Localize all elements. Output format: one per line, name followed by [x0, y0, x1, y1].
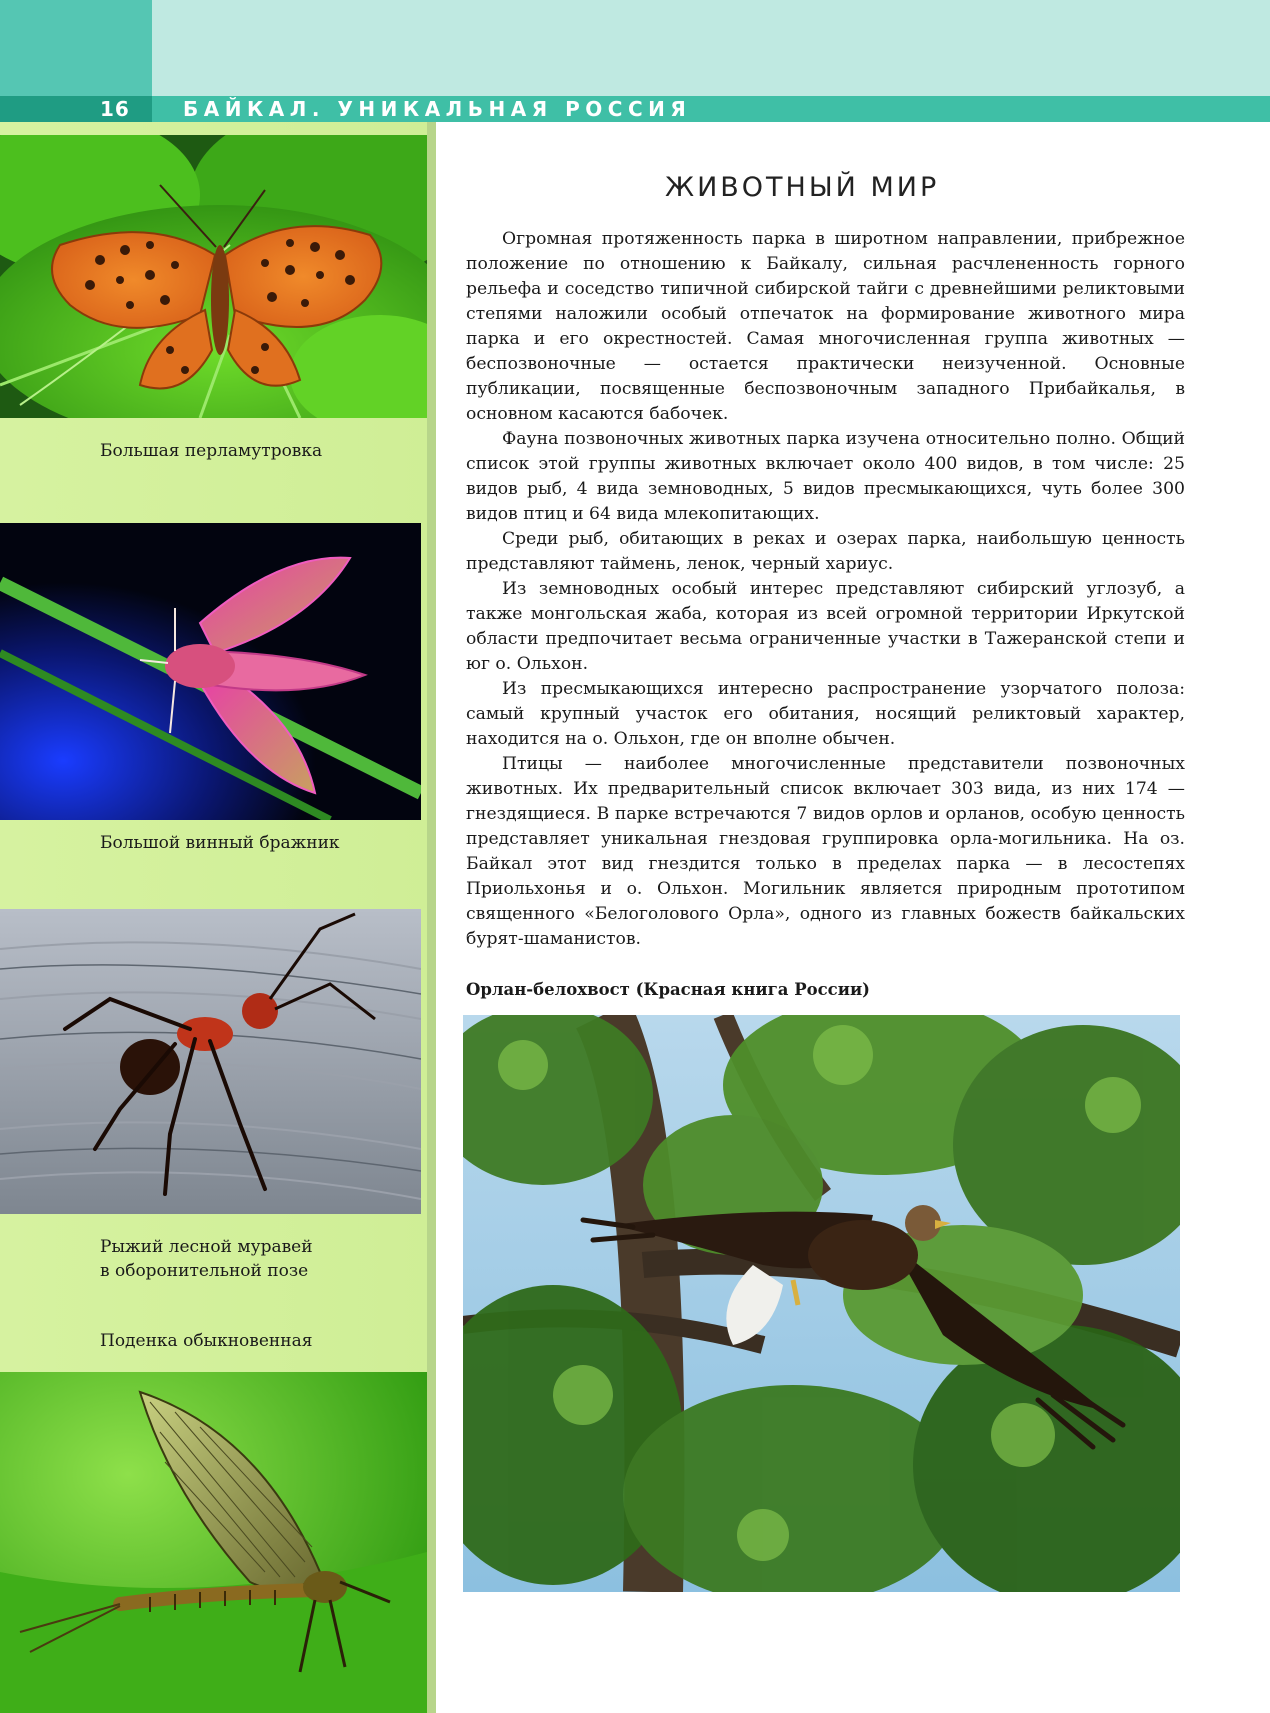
- header-accent-block: [0, 0, 152, 96]
- page-number: 16: [100, 97, 130, 121]
- paragraph-1: Огромная протяженность парка в широтном направлении, прибрежное положение по отношению к Байкалу, сильная расчлененность горного рельефа и соседство типичной сибирской тайги с древнейшими реликтовыми степями наложили особый отпечаток на формирование животного мира парка и его окрестностей. Самая многочисленная группа животных — беспозвоночные — остается практически неизученной. Основные публикации, посвященные беспозвоночным западного Прибайкалья, в основном касаются бабочек.: [466, 229, 1185, 424]
- paragraph-3: Среди рыб, обитающих в реках и озерах парка, наибольшую ценность представляют таймень, ленок, черный хариус.: [466, 529, 1185, 574]
- hawkmoth-photo: [0, 523, 421, 820]
- article-body: [466, 227, 1185, 952]
- section-title: ЖИВОТНЫЙ МИР: [665, 172, 940, 203]
- mayfly-photo: [0, 1372, 427, 1713]
- hawkmoth-caption: Большой винный бражник: [100, 833, 340, 853]
- eagle-photo: [463, 1015, 1180, 1592]
- running-title: БАЙКАЛ. УНИКАЛЬНАЯ РОССИЯ: [183, 97, 692, 121]
- mayfly-caption: Поденка обыкновенная: [100, 1331, 313, 1351]
- paragraph-5: Из пресмыкающихся интересно распространение узорчатого полоза: самый крупный участок его обитания, носящий реликтовый характер, находится на о. Ольхон, где он вполне обычен.: [466, 679, 1185, 749]
- sidebar-edge: [427, 122, 436, 1713]
- fritillary-photo: [0, 135, 427, 418]
- fritillary-caption: Большая перламутровка: [100, 441, 323, 461]
- eagle-caption: Орлан-белохвост (Красная книга России): [466, 980, 870, 999]
- paragraph-6: Птицы — наиболее многочисленные представители позвоночных животных. Их предварительный список включает 303 вида, из них 174 — гнездящиеся. В парке встречаются 7 видов орлов и орланов, особую ценность представляет уникальная гнездовая группировка орла-могильника. На оз. Байкал этот вид гнездится только в пределах парка — в лесостепях Приольхонья и о. Ольхон. Могильник является природным прототипом священного «Белоголового Орла», одного из главных божеств байкальских бурят-шаманистов.: [466, 754, 1185, 949]
- ant-caption-line1: Рыжий лесной муравей: [100, 1237, 313, 1257]
- header-background: [152, 0, 1270, 96]
- ant-caption-line2: в оборонительной позе: [100, 1261, 309, 1281]
- paragraph-2: Фауна позвоночных животных парка изучена относительно полно. Общий список этой группы животных включает около 400 видов, в том числе: 25 видов рыб, 4 вида земноводных, 5 видов пресмыкающихся, чуть более 300 видов птиц и 64 вида млекопитающих.: [466, 429, 1185, 524]
- paragraph-4: Из земноводных особый интерес представляют сибирский углозуб, а также монгольская жаба, которая из всей огромной территории Иркутской области предпочитает весьма ограниченные участки в Тажеранской степи и юг о. Ольхон.: [466, 579, 1185, 674]
- ant-photo: [0, 909, 421, 1214]
